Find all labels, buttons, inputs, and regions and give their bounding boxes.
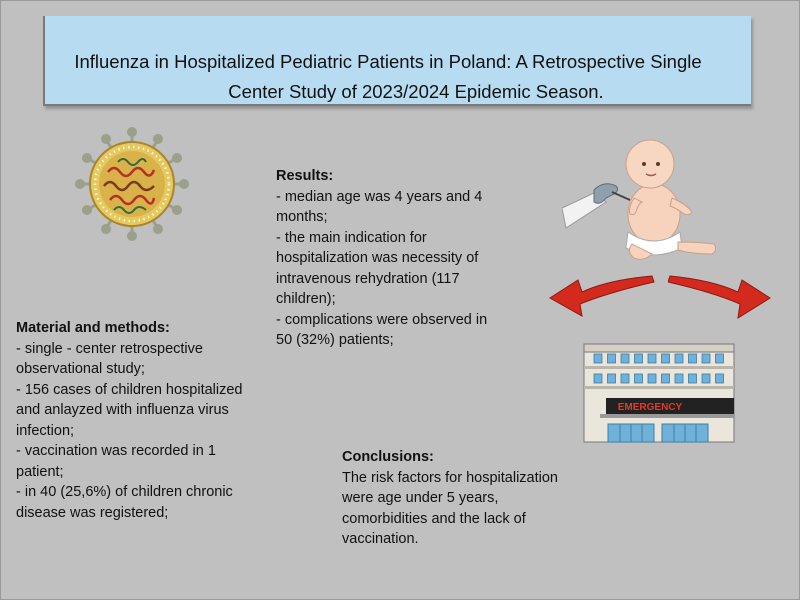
text-line: patient;	[16, 463, 64, 480]
results-heading: Results:	[276, 168, 334, 184]
text-line: disease was registered;	[16, 504, 169, 521]
title-line-1: Influenza in Hospitalized Pediatric Patients in Poland: A Retrospective Single	[74, 51, 702, 72]
emergency-sign-text: EMERGENCY	[617, 402, 683, 413]
conclusions-heading: Conclusions:	[342, 449, 434, 465]
red-arrow-left-icon	[548, 272, 658, 322]
text-line: children);	[276, 291, 336, 307]
text-line: - 156 cases of children hospitalized	[16, 381, 243, 398]
methods-section	[16, 318, 286, 523]
results-lines	[276, 187, 526, 351]
hospital-building-icon	[582, 342, 736, 444]
text-line: months;	[276, 209, 328, 225]
text-line: vaccination.	[342, 531, 419, 547]
text-line: comorbidities and the lack of	[342, 510, 526, 527]
influenza-virus-icon	[74, 126, 190, 242]
text-line: - median age was 4 years and 4	[276, 188, 483, 205]
title-box	[43, 16, 751, 106]
text-line: - complications were observed in	[276, 311, 488, 328]
title-line-2: Center Study of 2023/2024 Epidemic Season.	[228, 81, 604, 102]
conclusions-lines	[342, 468, 602, 550]
red-arrow-right-icon	[668, 272, 772, 324]
text-line: and anlayzed with influenza virus	[16, 402, 229, 418]
text-line: - single - center retrospective	[16, 340, 203, 357]
text-line: were age under 5 years,	[342, 490, 499, 506]
text-line: 50 (32%) patients;	[276, 332, 394, 348]
methods-lines	[16, 339, 286, 524]
methods-heading: Material and methods:	[16, 320, 170, 336]
text-line: - in 40 (25,6%) of children chronic	[16, 484, 233, 500]
text-line: infection;	[16, 422, 75, 439]
results-section	[276, 166, 526, 351]
baby-vaccination-icon	[562, 136, 722, 264]
text-line: intravenous rehydration (117	[276, 270, 460, 287]
text-line: - vaccination was recorded in 1	[16, 443, 216, 459]
text-line: The risk factors for hospitalization	[342, 469, 558, 486]
conclusions-section	[342, 447, 602, 550]
text-line: - the main indication for	[276, 229, 427, 246]
text-line: hospitalization was necessity of	[276, 250, 479, 266]
text-line: observational study;	[16, 361, 145, 377]
